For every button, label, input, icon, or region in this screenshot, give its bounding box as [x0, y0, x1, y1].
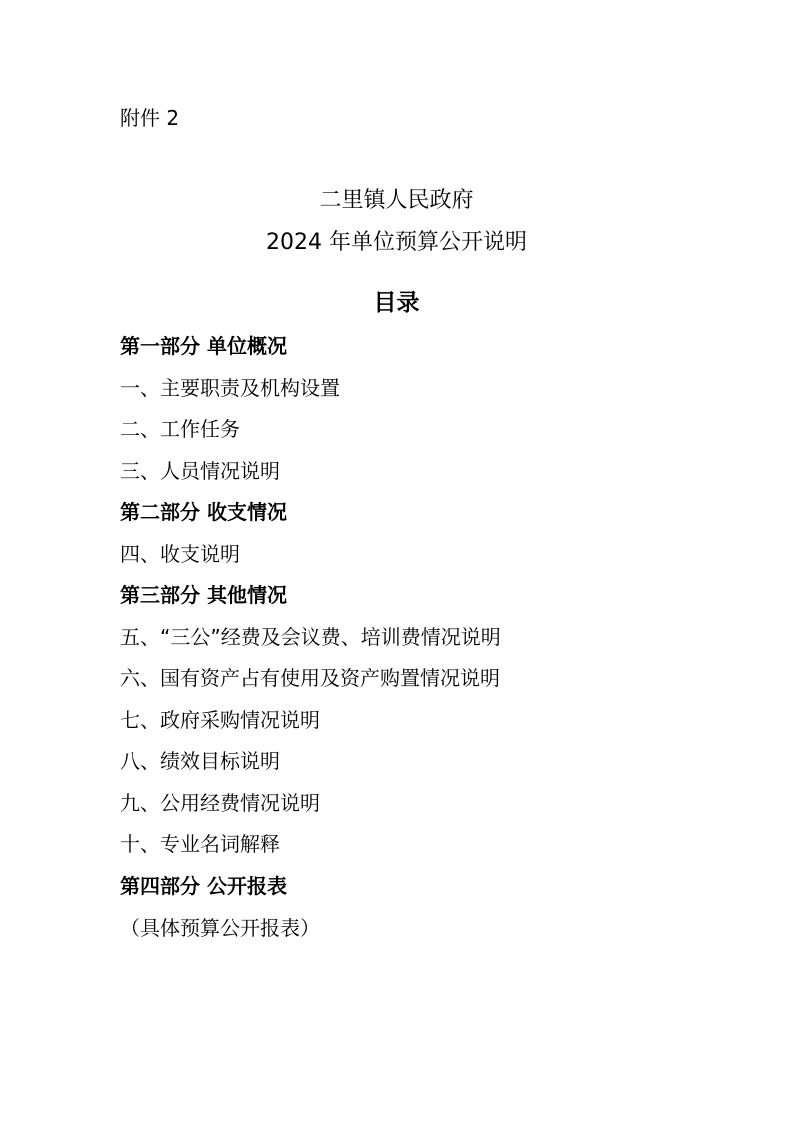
title-budget-description: 2024 年单位预算公开说明 [266, 230, 527, 255]
toc-section-5: 五、“三公”经费及会议费、培训费情况说明 [120, 624, 501, 649]
toc-heading: 目录 [373, 290, 420, 316]
toc-part-2: 第二部分 收支情况 [120, 500, 287, 524]
toc-part-3: 第三部分 其他情况 [120, 583, 287, 607]
toc-section-3: 三、人员情况说明 [120, 458, 280, 483]
toc-section-9: 九、公用经费情况说明 [120, 790, 320, 815]
document-title-line-1 [0, 186, 793, 216]
toc-section-1: 一、主要职责及机构设置 [120, 375, 340, 400]
toc-part-1: 第一部分 单位概况 [120, 334, 287, 358]
document-title-line-2 [0, 228, 793, 258]
toc-section-4: 四、收支说明 [120, 541, 240, 566]
toc-section-2: 二、工作任务 [120, 417, 240, 441]
toc-section-8: 八、绩效目标说明 [120, 749, 280, 773]
toc-section-6: 六、国有资产占有使用及资产购置情况说明 [120, 666, 500, 690]
attachment-label: 附件 2 [120, 106, 180, 130]
toc-section-10: 十、专业名词解释 [120, 832, 280, 856]
toc-part-4: 第四部分 公开报表 [120, 873, 287, 898]
table-of-contents [120, 331, 680, 912]
toc-section-7: 七、政府采购情况说明 [120, 707, 320, 732]
toc-note: （具体预算公开报表） [120, 916, 320, 940]
title-organization: 二里镇人民政府 [319, 188, 474, 213]
